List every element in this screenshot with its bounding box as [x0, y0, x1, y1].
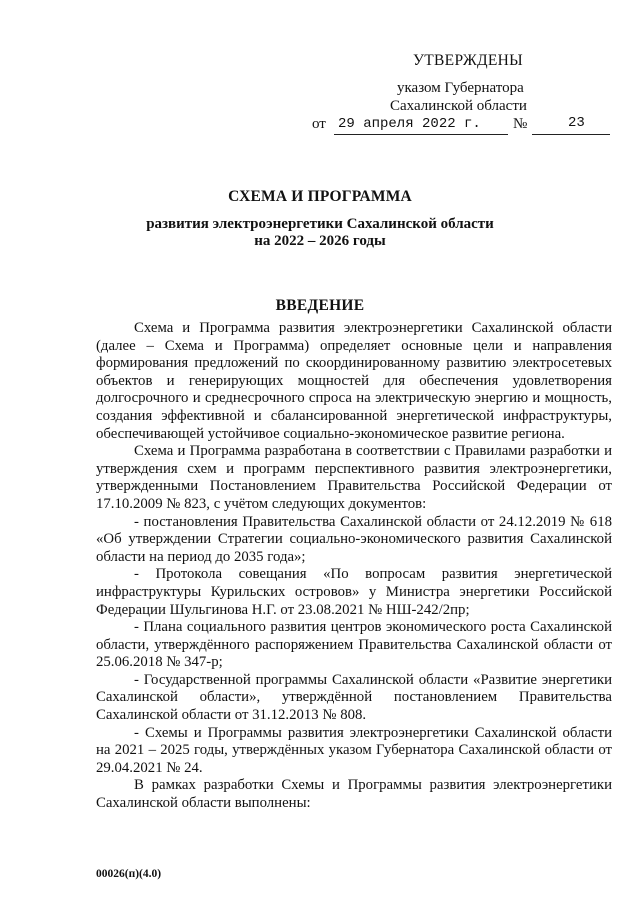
- approval-number: 23: [568, 115, 585, 131]
- approval-line-1: указом Губернатора: [397, 80, 524, 96]
- document-subtitle-line-1: развития электроэнергетики Сахалинской области: [146, 216, 494, 232]
- list-item: - Протокола совещания «По вопросам развития энергетической инфраструктуры Курильских островов» у Министра энергетики Российской Федерации Шульгинова Н.Г. от 23.08.2021 № НШ-242/2пр;: [96, 566, 612, 618]
- section-title: ВВЕДЕНИЕ: [275, 297, 365, 314]
- approval-date-number-row: [312, 116, 612, 136]
- approval-date-field: [334, 116, 508, 135]
- list-item: - Плана социального развития центров экономического роста Сахалинской области, утверждённого распоряжением Правительства Сахалинской области от 25.06.2018 № 347-р;: [96, 619, 612, 671]
- paragraph: В рамках разработки Схемы и Программы развития электроэнергетики Сахалинской области выполнены:: [96, 777, 612, 812]
- paragraph: Схема и Программа разработана в соответствии с Правилами разработки и утверждения схем и программ перспективного развития электроэнергетики, утвержденными Постановлением Правительства Российской Федерации от 17.10.2009 № 823, с учётом следующих документов:: [96, 443, 612, 512]
- paragraph: Схема и Программа развития электроэнергетики Сахалинской области (далее – Схема и Программа) определяет основные цели и направления формирования предложений по скоординированному развитию электросетевых объектов и генерирующих мощностей для обеспечения удовлетворения долгосрочного и среднесрочного спроса на электрическую энергию и мощность, создания эффективной и сбалансированной энергетической инфраструктуры, обеспечивающей устойчивое социально-экономическое развитие региона.: [96, 320, 612, 442]
- document-title: СХЕМА И ПРОГРАММА: [228, 188, 412, 205]
- approval-from-label: от: [312, 116, 326, 132]
- list-item: - Государственной программы Сахалинской области «Развитие энергетики Сахалинской области», утверждённой постановлением Правительства Сахалинской области от 31.12.2013 № 808.: [96, 671, 612, 724]
- list-item: - постановления Правительства Сахалинской области от 24.12.2019 № 618 «Об утверждении Стратегии социально-экономического развития Сахалинской области на период до 2035 года»;: [96, 513, 612, 565]
- approval-date: 29 апреля 2022 г.: [338, 116, 481, 132]
- approval-line-2: Сахалинской области: [390, 98, 527, 114]
- approval-title: УТВЕРЖДЕНЫ: [413, 52, 523, 69]
- document-body: [96, 320, 612, 813]
- approval-number-field: [532, 116, 610, 135]
- approval-number-label: №: [513, 116, 528, 132]
- document-code: 00026(п)(4.0): [96, 868, 162, 880]
- document-subtitle-line-2: на 2022 – 2026 годы: [254, 233, 386, 249]
- list-item: - Схемы и Программы развития электроэнергетики Сахалинской области на 2021 – 2025 годы, утверждённых указом Губернатора Сахалинской области от 29.04.2021 № 24.: [96, 724, 612, 776]
